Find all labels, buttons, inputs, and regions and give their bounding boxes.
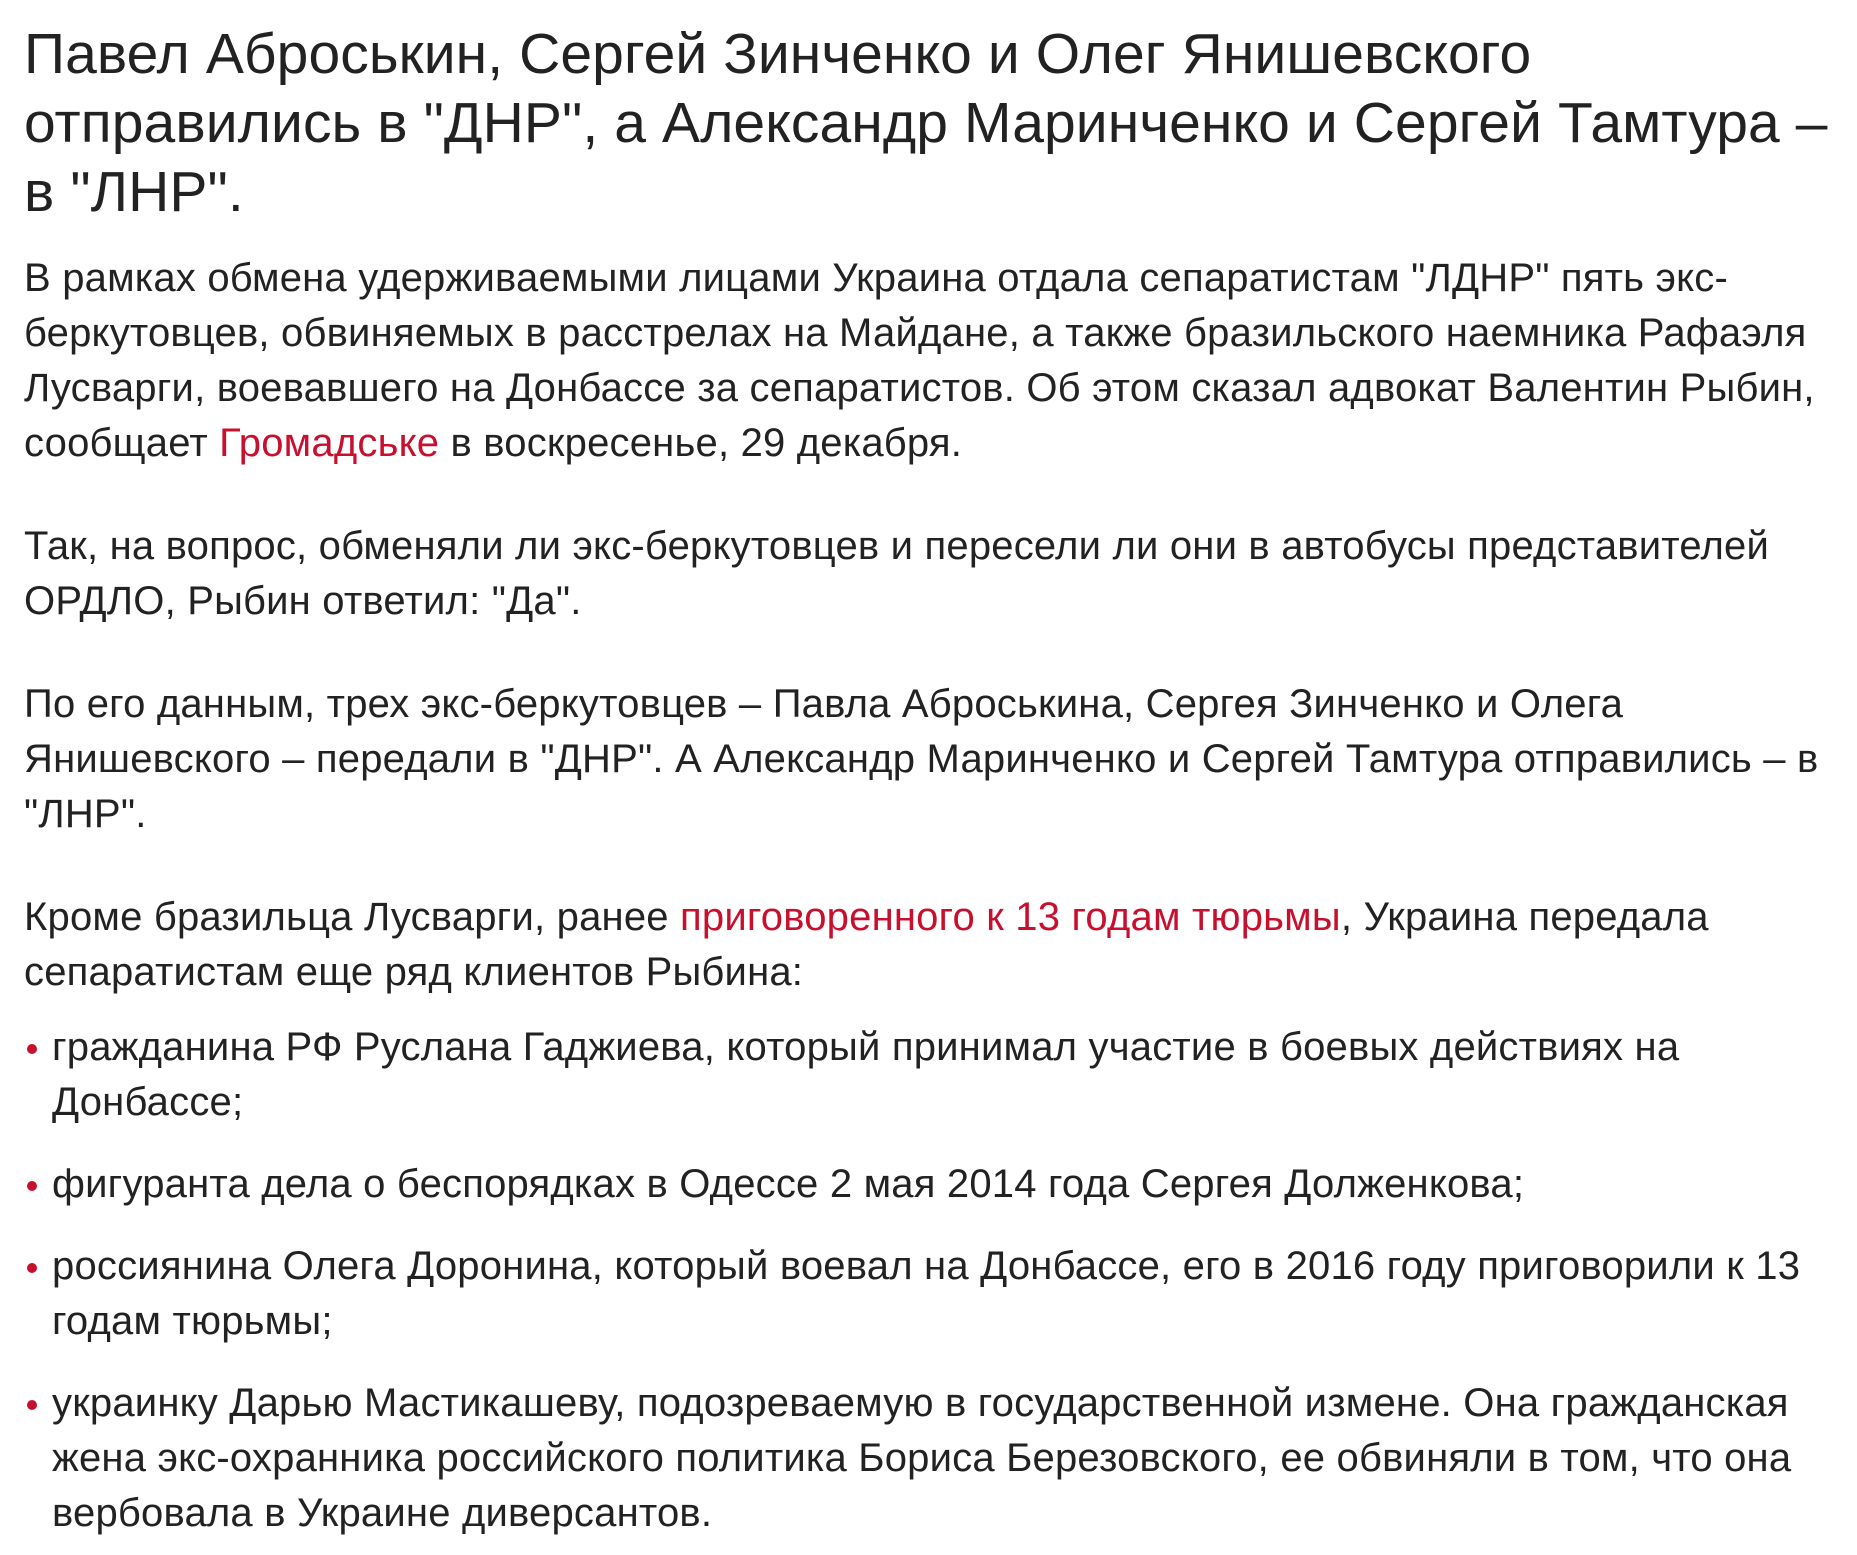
- bullet-icon: [27, 1044, 37, 1054]
- sentence-link[interactable]: приговоренного к 13 годам тюрьмы: [680, 895, 1341, 939]
- paragraph-question: Так, на вопрос, обменяли ли экс-беркутовцев и пересели ли они в автобусы представителей ОРДЛО, Рыбин ответил: "Да".: [24, 524, 1770, 623]
- paragraph-intro-text: В рамках обмена удерживаемыми лицами Украина отдала сепаратистам "ЛДНР" пять экс-беркутовцев, обвиняемых в расстрелах на Майдане, а также бразильского наемника Рафаэля Лусварги, воевавшего на Донбассе за сепаратистов. Об этом сказал адвокат Валентин Рыбин, сообщает: [24, 256, 1815, 465]
- bullet-icon: [27, 1400, 37, 1410]
- list-item: [24, 1239, 1833, 1349]
- article-headline: Павел Аброськин, Сергей Зинченко и Олег Янишевского отправились в "ДНР", а Александр Маринченко и Сергей Тамтура – в "ЛНР".: [24, 22, 1828, 224]
- bullet-icon: [27, 1263, 37, 1273]
- list-item-text: фигуранта дела о беспорядках в Одессе 2 мая 2014 года Сергея Долженкова;: [52, 1162, 1525, 1206]
- list-item: [24, 1157, 1833, 1212]
- paragraph-intro: [24, 251, 1833, 471]
- list-item: [24, 1020, 1833, 1130]
- list-item-text: россиянина Олега Доронина, который воевал на Донбассе, его в 2016 году приговорили к 13 годам тюрьмы;: [52, 1244, 1801, 1343]
- clients-list: [24, 1020, 1833, 1541]
- bullet-icon: [27, 1181, 37, 1191]
- paragraph-intro-text-end: в воскресенье, 29 декабря.: [439, 421, 963, 465]
- list-item-text: украинку Дарью Мастикашеву, подозреваемую в государственной измене. Она гражданская жена экс-охранника российского политика Бориса Березовского, ее обвиняли в том, что она вербовала в Украине диверсантов.: [52, 1381, 1792, 1535]
- source-link-hromadske[interactable]: Громадське: [219, 421, 440, 465]
- paragraph-clients-text: Кроме бразильца Лусварги, ранее: [24, 895, 681, 939]
- list-item-text: гражданина РФ Руслана Гаджиева, который принимал участие в боевых действиях на Донбассе;: [52, 1025, 1680, 1124]
- paragraph-clients-intro: [24, 890, 1833, 1000]
- paragraph-clients-text-end: , Украина передала сепаратистам еще ряд клиентов Рыбина:: [24, 895, 1709, 994]
- list-item: [24, 1376, 1833, 1541]
- paragraph-details: По его данным, трех экс-беркутовцев – Павла Аброськина, Сергея Зинченко и Олега Янишевского – передали в "ДНР". А Александр Маринченко и Сергей Тамтура отправились – в "ЛНР".: [24, 682, 1819, 836]
